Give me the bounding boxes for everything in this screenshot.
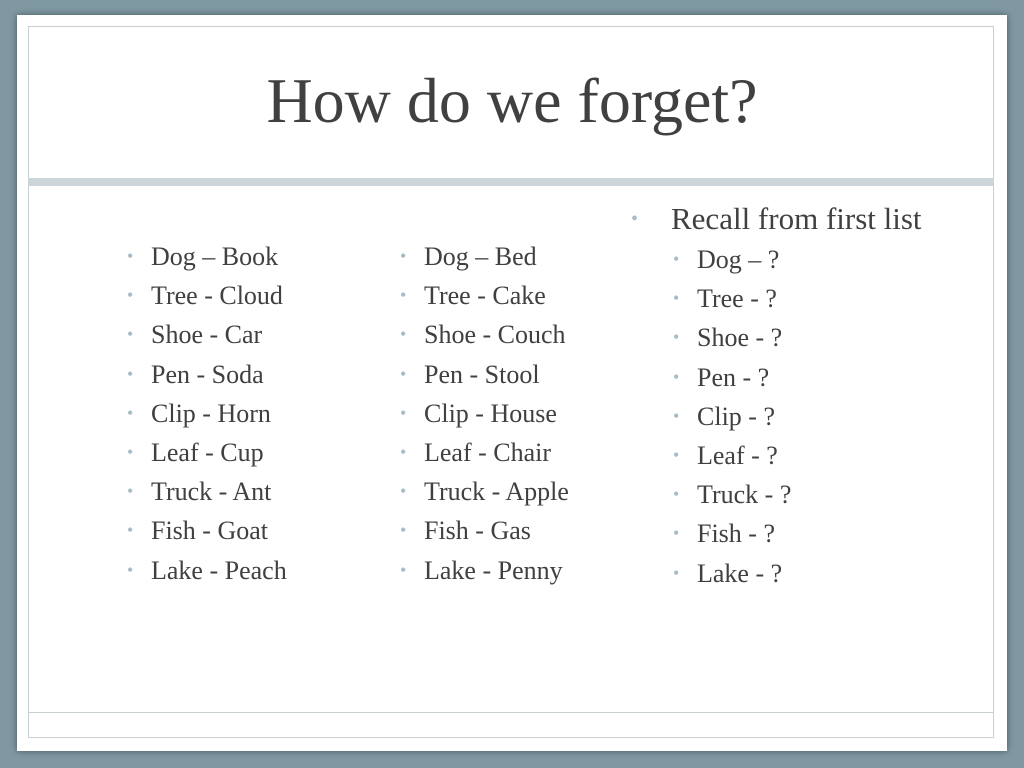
bullet-icon: • [400,442,407,463]
list-item [673,397,791,436]
list-item-text: Leaf - ? [697,441,778,471]
bullet-icon: • [127,520,134,541]
list-item-text: Fish - Goat [151,516,268,546]
list-item-text: Dog – Bed [424,242,537,271]
list-item [673,240,791,279]
bullet-icon: • [673,523,680,544]
list-item-text: Fish - Gas [424,516,531,546]
list-item-text: Pen - Soda [151,359,264,389]
list-item [400,472,569,511]
list-item [400,355,569,394]
list-item [127,355,287,394]
list-item-text: Dog – Book [151,242,279,271]
list-item [673,554,791,593]
list-item-text: Shoe - ? [697,323,783,353]
list-item-text: Lake - ? [697,558,783,588]
first-word-pair-list [127,237,287,590]
bullet-icon: • [127,559,134,580]
list-item-text: Leaf - Cup [151,438,264,468]
recall-heading-text: Recall from first list [671,201,922,236]
bullet-icon: • [400,402,407,423]
list-item-text: Clip - ? [697,401,775,431]
list-item-text: Clip - House [424,398,557,428]
bullet-icon: • [631,208,639,230]
list-item [127,276,287,315]
title-divider-bar [28,178,994,186]
list-item [673,514,791,553]
bullet-icon: • [673,445,680,466]
list-item-text: Leaf - Chair [424,438,552,468]
bullet-icon: • [127,363,134,384]
bullet-icon: • [673,562,680,583]
second-word-pair-list [400,237,569,590]
list-item [400,433,569,472]
recall-heading [631,199,922,239]
bullet-icon: • [127,442,134,463]
bullet-icon: • [400,481,407,502]
list-item [400,551,569,590]
list-item-text: Truck - Apple [424,477,569,507]
list-item-text: Shoe - Car [151,320,263,350]
bullet-icon: • [673,249,680,269]
list-item [673,358,791,397]
list-item-text: Fish - ? [697,519,775,549]
bullet-icon: • [400,246,407,266]
list-item-text: Lake - Penny [424,555,563,585]
bullet-icon: • [400,324,407,345]
slide-title: How do we forget? [266,65,758,136]
bullet-icon: • [673,366,680,387]
bullet-icon: • [673,405,680,426]
list-item-text: Pen - ? [697,362,770,392]
bullet-icon: • [673,288,680,309]
list-item [673,475,791,514]
list-item [127,433,287,472]
bullet-icon: • [127,246,134,266]
recall-list [673,240,791,593]
list-item-text: Pen - Stool [424,359,540,389]
bullet-icon: • [673,327,680,348]
list-item [127,237,287,276]
bullet-icon: • [127,481,134,502]
list-item-text: Dog – ? [697,245,780,274]
footer-divider [28,712,994,713]
list-item [400,511,569,550]
list-item [673,318,791,357]
list-item [400,276,569,315]
bullet-icon: • [400,520,407,541]
list-item [127,394,287,433]
list-item [673,279,791,318]
bullet-icon: • [127,324,134,345]
bullet-icon: • [400,285,407,306]
list-item-text: Lake - Peach [151,555,287,585]
list-item-text: Shoe - Couch [424,320,566,350]
list-item-text: Tree - Cake [424,281,546,311]
bullet-icon: • [400,559,407,580]
bullet-icon: • [673,484,680,505]
list-item [400,237,569,276]
bullet-icon: • [127,285,134,306]
list-item-text: Truck - Ant [151,477,272,507]
list-item [127,511,287,550]
list-item-text: Clip - Horn [151,398,271,428]
list-item [400,315,569,354]
list-item-text: Tree - Cloud [151,281,283,311]
bullet-icon: • [400,363,407,384]
slide [17,15,1007,751]
list-item [127,551,287,590]
list-item [400,394,569,433]
bullet-icon: • [127,402,134,423]
list-item-text: Tree - ? [697,284,777,314]
list-item [127,315,287,354]
list-item [673,436,791,475]
list-item-text: Truck - ? [697,480,792,510]
list-item [127,472,287,511]
